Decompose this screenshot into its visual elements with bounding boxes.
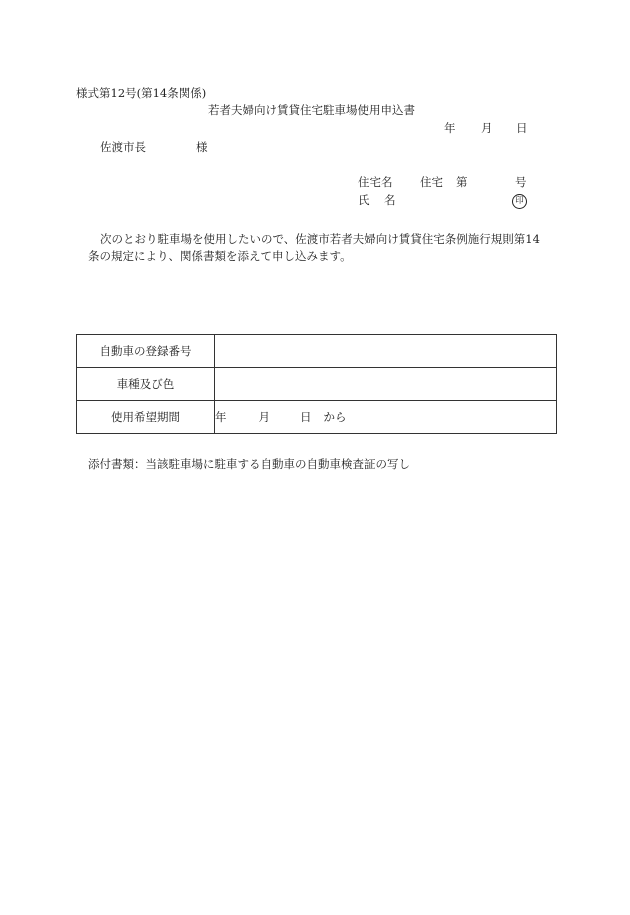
date-month-label: 月 bbox=[481, 121, 493, 135]
period-day: 日 bbox=[300, 410, 312, 424]
addressee-name: 佐渡市長 bbox=[100, 140, 146, 154]
vehicle-type-color-label: 車種及び色 bbox=[77, 368, 215, 401]
body-line-2: 条の規定により、関係書類を添えて申し込みます。 bbox=[88, 249, 352, 263]
registration-number-field[interactable] bbox=[215, 335, 557, 368]
period-year: 年 bbox=[215, 410, 227, 424]
usage-period-field[interactable] bbox=[215, 401, 557, 434]
name-label-first: 氏 bbox=[358, 193, 370, 207]
attachment-note: 添付書類：当該駐車場に駐車する自動車の自動車検査証の写し bbox=[88, 457, 410, 471]
name-label-second: 名 bbox=[384, 193, 396, 207]
period-from: から bbox=[323, 410, 347, 424]
date-day-label: 日 bbox=[516, 121, 528, 135]
addressee-honorific: 様 bbox=[196, 140, 208, 154]
table-row bbox=[77, 335, 557, 368]
vehicle-type-color-field[interactable] bbox=[215, 368, 557, 401]
form-title: 若者夫婦向け賃貸住宅駐車場使用申込書 bbox=[208, 103, 415, 117]
number-suffix: 号 bbox=[515, 175, 527, 189]
period-month: 月 bbox=[258, 410, 270, 424]
registration-number-label: 自動車の登録番号 bbox=[77, 335, 215, 368]
housing-name-label: 住宅名 bbox=[358, 175, 393, 189]
housing-label: 住宅 bbox=[420, 175, 443, 189]
usage-period-label: 使用希望期間 bbox=[77, 401, 215, 434]
number-prefix: 第 bbox=[456, 175, 468, 189]
seal-mark bbox=[512, 193, 527, 209]
form-number: 様式第12号(第14条関係) bbox=[76, 86, 207, 100]
body-line-1: 次のとおり駐車場を使用したいので、佐渡市若者夫婦向け賃貸住宅条例施行規則第14 bbox=[100, 232, 540, 246]
date-year-label: 年 bbox=[444, 121, 456, 135]
table-row bbox=[77, 401, 557, 434]
seal-circle: 印 bbox=[512, 194, 527, 209]
vehicle-info-table bbox=[76, 334, 557, 434]
table-row bbox=[77, 368, 557, 401]
